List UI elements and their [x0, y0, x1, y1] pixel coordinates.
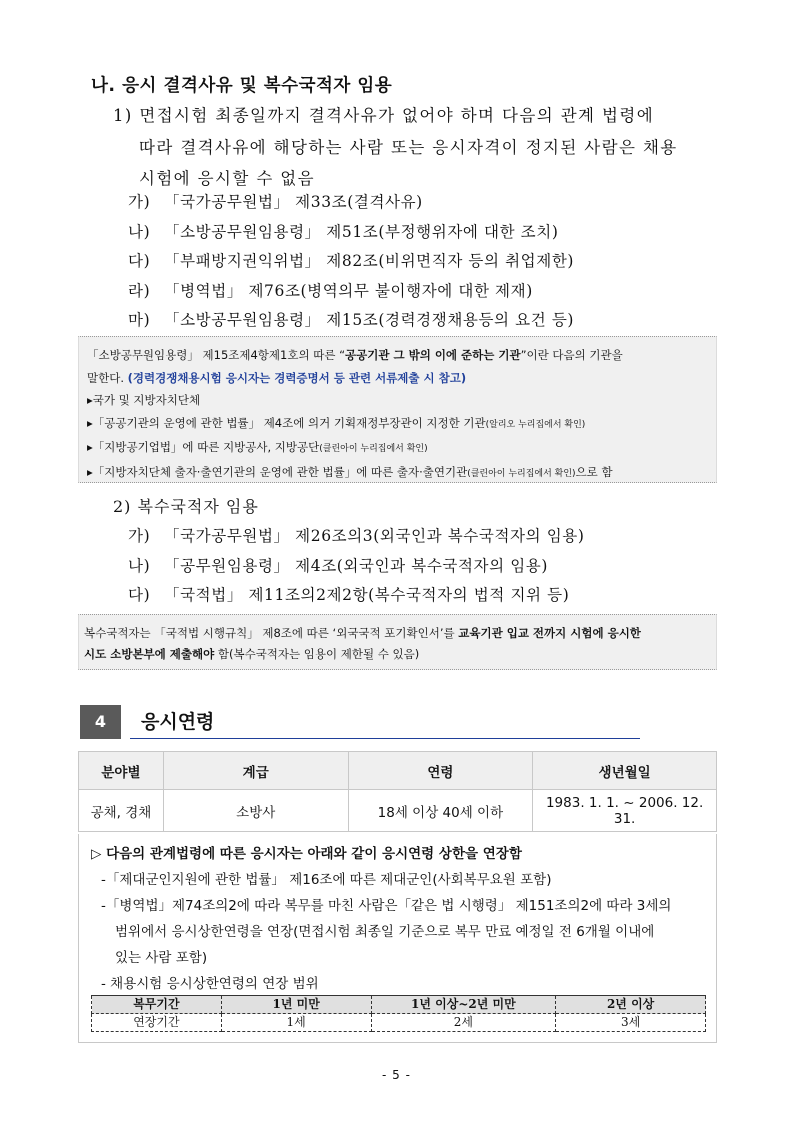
law-marker: 나)	[128, 222, 151, 241]
law-item	[128, 306, 574, 336]
table-header: 연령	[348, 752, 533, 790]
note-bullet: ▸「공공기관의 운영에 관한 법률」 제4조에 의거 기획재정부장관이 지정한 기관(알리오 누리집에서 확인)	[87, 415, 586, 430]
dual-citizen-note	[78, 614, 717, 670]
public-institution-note	[78, 336, 717, 483]
law-item	[128, 218, 574, 248]
chapter-heading	[80, 705, 600, 739]
chapter-underline	[130, 738, 640, 739]
table-cell: 소방사	[163, 790, 348, 832]
extension-item: - 채용시험 응시상한연령의 연장 범위	[101, 976, 319, 992]
section-title: 나. 응시 결격사유 및 복수국적자 임용	[91, 76, 393, 96]
extension-range-table	[91, 995, 706, 1032]
dual-citizen-law-list	[128, 522, 585, 611]
law-item	[128, 522, 585, 552]
table-row	[79, 790, 717, 832]
note-line: 말한다. (경력경쟁채용시험 응시자는 경력증명서 등 관련 서류제출 시 참고)	[87, 370, 467, 385]
law-text: 「소방공무원임용령」 제15조(경력경쟁채용등의 요건 등)	[164, 311, 575, 329]
extension-item: -「제대군인지원에 관한 법률」 제16조에 따른 제대군인(사회복무요원 포함)	[101, 872, 552, 888]
law-marker: 가)	[128, 527, 151, 545]
paragraph-line: 시험에 응시할 수 없음	[139, 169, 315, 188]
table-cell: 1세	[221, 1014, 371, 1032]
age-table	[78, 751, 717, 832]
extension-heading: ▷ 다음의 관계법령에 따른 응시자는 아래와 같이 응시연령 상한을 연장함	[91, 846, 522, 862]
law-text: 「공무원임용령」 제4조(외국인과 복수국적자의 임용)	[164, 556, 548, 575]
law-text: 「소방공무원임용령」 제51조(부정행위자에 대한 조치)	[164, 222, 559, 241]
table-cell: 2세	[371, 1014, 556, 1032]
table-header: 복무기간	[92, 996, 222, 1014]
note-line: 시도 소방본부에 제출해야 함(복수국적자는 임용이 제한될 수 있음)	[84, 647, 420, 661]
law-text: 「국적법」 제11조의2제2항(복수국적자의 법적 지위 등)	[164, 586, 570, 604]
dual-citizen-heading: 2) 복수국적자 임용	[113, 497, 259, 516]
extension-item-cont: 범위에서 응시상한연령을 연장(면접시험 최종일 기준으로 복무 만료 예정일 전 6개월 이내에	[115, 924, 655, 940]
note-bullet: ▸「지방자치단체 출자·출연기관의 운영에 관한 법률」에 따른 출자·출연기관(클린아이 누리집에서 확인)으로 함	[87, 464, 613, 479]
law-marker: 다)	[128, 252, 151, 270]
law-text: 「병역법」 제76조(병역의무 불이행자에 대한 제재)	[164, 281, 533, 300]
law-item	[128, 188, 574, 218]
table-row	[92, 1014, 706, 1032]
law-item	[128, 581, 585, 611]
table-cell: 3세	[556, 1014, 706, 1032]
paragraph-line: 1) 면접시험 최종일까지 결격사유가 없어야 하며 다음의 관계 법령에	[113, 106, 655, 125]
table-header-row	[79, 752, 717, 790]
law-marker: 마)	[128, 311, 151, 329]
law-marker: 라)	[128, 281, 151, 300]
law-item	[128, 277, 574, 307]
table-header: 계급	[163, 752, 348, 790]
law-text: 「국가공무원법」 제33조(결격사유)	[164, 193, 423, 211]
law-item	[128, 247, 574, 277]
table-cell: 18세 이상 40세 이하	[348, 790, 533, 832]
law-item	[128, 552, 585, 582]
table-header: 2년 이상	[556, 996, 706, 1014]
table-header: 1년 이상~2년 미만	[371, 996, 556, 1014]
disqualification-law-list	[128, 188, 574, 336]
chapter-number: 4	[80, 705, 121, 739]
table-header: 생년월일	[533, 752, 717, 790]
table-cell: 연장기간	[92, 1014, 222, 1032]
law-text: 「국가공무원법」 제26조의3(외국인과 복수국적자의 임용)	[164, 527, 585, 545]
note-line: 「소방공무원임용령」 제15조제4항제1호의 따른 “공공기관 그 밖의 이에 준하는 기관”이란 다음의 기관을	[87, 348, 623, 362]
law-marker: 나)	[128, 556, 151, 575]
table-header-row	[92, 996, 706, 1014]
extension-item-cont: 있는 사람 포함)	[115, 950, 208, 966]
table-cell: 1983. 1. 1. ~ 2006. 12. 31.	[533, 790, 717, 832]
note-bullet: ▸「지방공기업법」에 따른 지방공사, 지방공단(클린아이 누리집에서 확인)	[87, 440, 428, 454]
table-cell: 공채, 경채	[79, 790, 164, 832]
extension-item: -「병역법」제74조의2에 따라 복무를 마친 사람은「같은 법 시행령」 제151조의2에 따라 3세의	[101, 898, 672, 914]
table-header: 분야별	[79, 752, 164, 790]
page-number: - 5 -	[382, 1068, 411, 1082]
law-marker: 다)	[128, 586, 151, 604]
chapter-title: 응시연령	[141, 711, 215, 733]
disqualification-paragraph	[113, 100, 723, 195]
age-extension-box	[78, 834, 717, 1043]
law-text: 「부패방지권익위법」 제82조(비위면직자 등의 취업제한)	[164, 252, 575, 270]
paragraph-line: 따라 결격사유에 해당하는 사람 또는 응시자격이 정지된 사람은 채용	[139, 137, 678, 157]
law-marker: 가)	[128, 193, 151, 211]
note-bullet: ▸국가 및 지방자치단체	[87, 393, 201, 407]
table-header: 1년 미만	[221, 996, 371, 1014]
note-line: 복수국적자는 「국적법 시행규칙」 제8조에 따른 ‘외국국적 포기확인서’를 교육기관 입교 전까지 시험에 응시한	[84, 626, 641, 640]
